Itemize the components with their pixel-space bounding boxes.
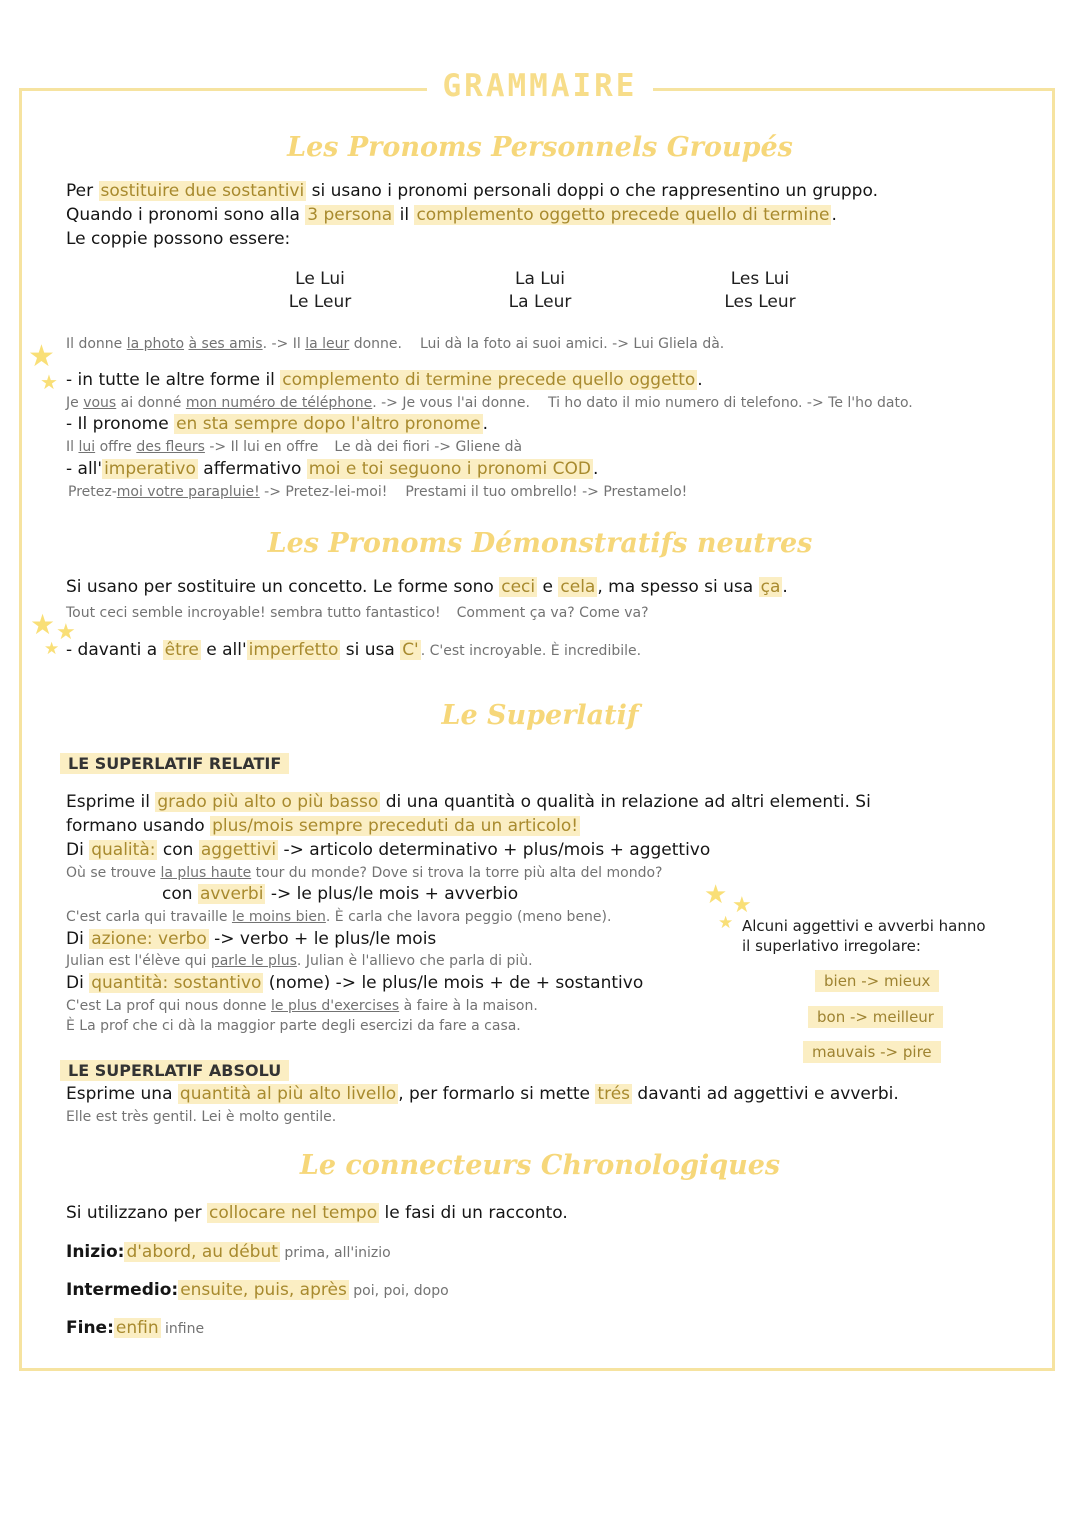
pronoun-pair: Les Lui Les Leur [724,269,796,312]
star-icon: ★ [704,880,728,910]
example-line: Il donne la photo à ses amis. -> Il la leur donne. Lui dà la foto ai suoi amici. -> Lui Gliela dà. [66,336,725,352]
star-icon: ★ [732,893,752,918]
text-line: Di quantità: sostantivo (nome) -> le plus/le mois + de + sostantivo [66,973,644,993]
star-icon: ★ [44,639,60,659]
star-icon: ★ [56,620,76,645]
text-line: formano usando plus/mois sempre preceduti da un articolo! [66,816,579,836]
pronoun-pair: Le Lui Le Leur [288,269,352,312]
section-heading-pronoms-demonstratifs: Les Pronoms Démonstratifs neutres [267,528,813,559]
star-icon: ★ [30,608,56,641]
example-line: Tout ceci semble incroyable! sembra tutto fantastico! Comment ça va? Come va? [66,605,649,621]
example-line: Pretez-moi votre parapluie! -> Pretez-lei-moi! Prestami il tuo ombrello! -> Prestamelo! [68,484,688,500]
section-heading-connecteurs: Le connecteurs Chronologiques [299,1150,781,1181]
connector-intermedio: Intermedio: ensuite, puis, après poi, poi, dopo [66,1280,449,1300]
connector-inizio: Inizio: d'abord, au début prima, all'inizio [66,1242,391,1262]
text-line: Per sostituire due sostantivi si usano i pronomi personali doppi o che rappresentino un gruppo. [66,181,878,201]
text-line: Esprime una quantità al più alto livello , per formarlo si mette trés davanti ad aggettivi e avverbi. [66,1084,899,1104]
example-line: Il lui offre des fleurs -> Il lui en offre Le dà dei fiori -> Gliene dà [66,439,523,455]
text-line: Quando i pronomi sono alla 3 persona il complemento oggetto precede quello di termine . [66,205,837,225]
label-superlatif-absolu: LE SUPERLATIF ABSOLU [60,1060,289,1081]
irregular-item: bien -> mieux [815,970,939,992]
irregular-note: Alcuni aggettivi e avverbi hanno [742,917,986,935]
page-title: GRAMMAIRE [427,68,654,104]
example-line: C'est La prof qui nous donne le plus d'exercises à faire à la maison. [66,998,538,1014]
text-line: Di azione: verbo -> verbo + le plus/le mois [66,929,437,949]
rule-line: - davanti a être e all' imperfetto si usa C' . C'est incroyable. È incredibile. [66,640,642,660]
rule-line: - Il pronome en sta sempre dopo l'altro pronome . [66,414,489,434]
section-heading-superlatif: Le Superlatif [441,700,639,731]
star-icon: ★ [28,339,55,374]
connector-fine: Fine: enfin infine [66,1318,205,1338]
text-line: Le coppie possono essere: [66,229,291,249]
section-heading-pronoms-personnels: Les Pronoms Personnels Groupés [287,132,793,163]
irregular-note: il superlativo irregolare: [742,937,921,955]
star-icon: ★ [40,370,58,394]
text-line: Si usano per sostituire un concetto. Le forme sono ceci e cela , ma spesso si usa ça . [66,577,788,597]
example-line: Elle est très gentil. Lei è molto gentile. [66,1109,337,1125]
rule-line: - in tutte le altre forme il complemento di termine precede quello oggetto . [66,370,703,390]
irregular-item: bon -> meilleur [808,1006,943,1028]
example-line: Julian est l'élève qui parle le plus. Julian è l'allievo che parla di più. [66,953,533,969]
text-line: Di qualità: con aggettivi -> articolo determinativo + plus/mois + aggettivo [66,840,711,860]
example-line: Je vous ai donné mon numéro de téléphone. -> Je vous l'ai donne. Ti ho dato il mio numero di telefono. -> Te l'ho dato. [66,395,913,411]
rule-line: - all' imperativo affermativo moi e toi seguono i pronomi COD . [66,459,599,479]
text-line: Si utilizzano per collocare nel tempo le fasi di un racconto. [66,1203,568,1223]
label-superlatif-relatif: LE SUPERLATIF RELATIF [60,753,289,774]
pronoun-pair: La Lui La Leur [508,269,572,312]
text-line: Esprime il grado più alto o più basso di una quantità o qualità in relazione ad altri elementi. Si [66,792,871,812]
star-icon: ★ [718,913,734,933]
text-line: con avverbi -> le plus/le mois + avverbio [162,884,519,904]
example-line: Où se trouve la plus haute tour du monde? Dove si trova la torre più alta del mondo? [66,865,663,881]
example-line: C'est carla qui travaille le moins bien. È carla che lavora peggio (meno bene). [66,909,612,925]
irregular-item: mauvais -> pire [803,1041,941,1063]
example-line: È La prof che ci dà la maggior parte degli esercizi da fare a casa. [66,1018,521,1034]
